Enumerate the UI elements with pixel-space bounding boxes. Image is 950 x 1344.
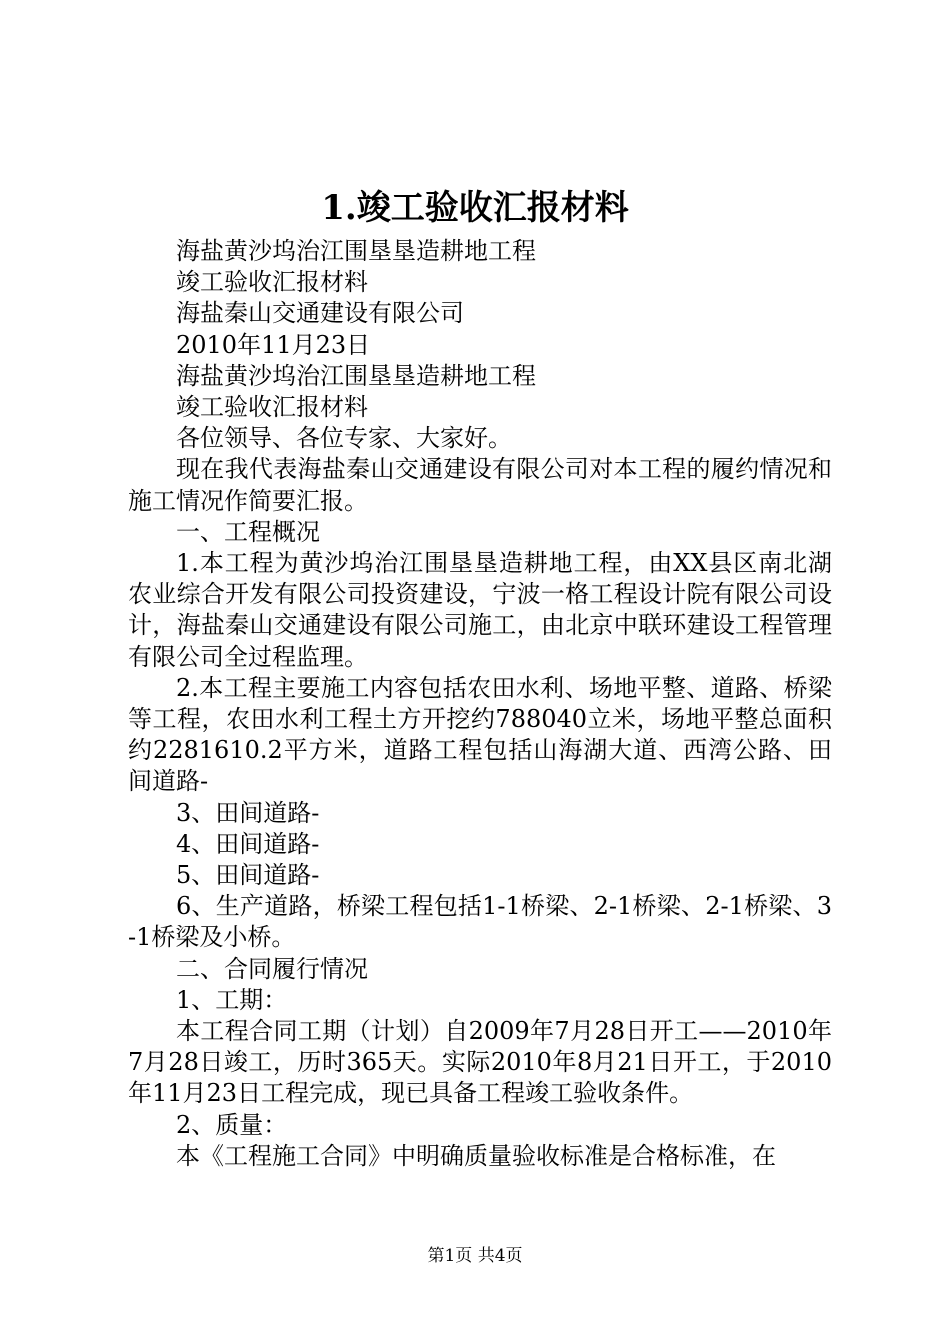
paragraph-intro: 现在我代表海盐秦山交通建设有限公司对本工程的履约情况和施工情况作简要汇报。 [128, 455, 832, 515]
paragraph-overview-1: 1.本工程为黄沙坞治江围垦垦造耕地工程，由XX县区南北湖农业综合开发有限公司投资建设，宁波一格工程设计院有限公司设计，海盐秦山交通建设有限公司施工，由北京中联环建设工程管理有限公司全过程监理。 [128, 549, 832, 671]
paragraph-date: 2010年11月23日 [176, 330, 371, 359]
paragraph-overview-2: 2.本工程主要施工内容包括农田水利、场地平整、道路、桥梁等工程，农田水利工程土方开挖约788040立米，场地平整总面积约2281610.2平方米，道路工程包括山海湖大道、西湾公路、田间道路- [128, 673, 832, 796]
paragraph-project-name-repeat: 海盐黄沙坞治江围垦垦造耕地工程 [176, 361, 536, 390]
paragraph-company: 海盐秦山交通建设有限公司 [176, 299, 464, 328]
paragraph-overview-4: 4、田间道路- [176, 829, 320, 858]
document-title: 1.竣工验收汇报材料 [321, 188, 629, 228]
paragraph-overview-3: 3、田间道路- [176, 798, 320, 827]
paragraph-report-title-repeat: 竣工验收汇报材料 [176, 393, 368, 422]
paragraph-schedule: 本工程合同工期（计划）自2009年7月28日开工——2010年7月28日竣工，历时365天。实际2010年8月21日开工，于2010年11月23日工程完成，现已具备工程竣工验收条件。 [128, 1017, 832, 1108]
paragraph-greeting: 各位领导、各位专家、大家好。 [176, 424, 512, 453]
subheading-schedule: 1、工期： [176, 985, 288, 1014]
document-body [128, 236, 832, 1172]
paragraph-quality: 本《工程施工合同》中明确质量验收标准是合格标准，在 [176, 1141, 776, 1170]
section-heading-overview: 一、工程概况 [176, 517, 320, 546]
page-footer: 第1页 共4页 [427, 1246, 523, 1266]
paragraph-project-name: 海盐黄沙坞治江围垦垦造耕地工程 [176, 237, 536, 265]
paragraph-overview-6: 6、生产道路，桥梁工程包括1-1桥梁、2-1桥梁、2-1桥梁、3-1桥梁及小桥。 [128, 892, 832, 952]
section-heading-contract: 二、合同履行情况 [176, 954, 368, 983]
paragraph-report-title: 竣工验收汇报材料 [176, 268, 368, 297]
paragraph-overview-5: 5、田间道路- [176, 861, 320, 890]
subheading-quality: 2、质量： [176, 1110, 288, 1139]
